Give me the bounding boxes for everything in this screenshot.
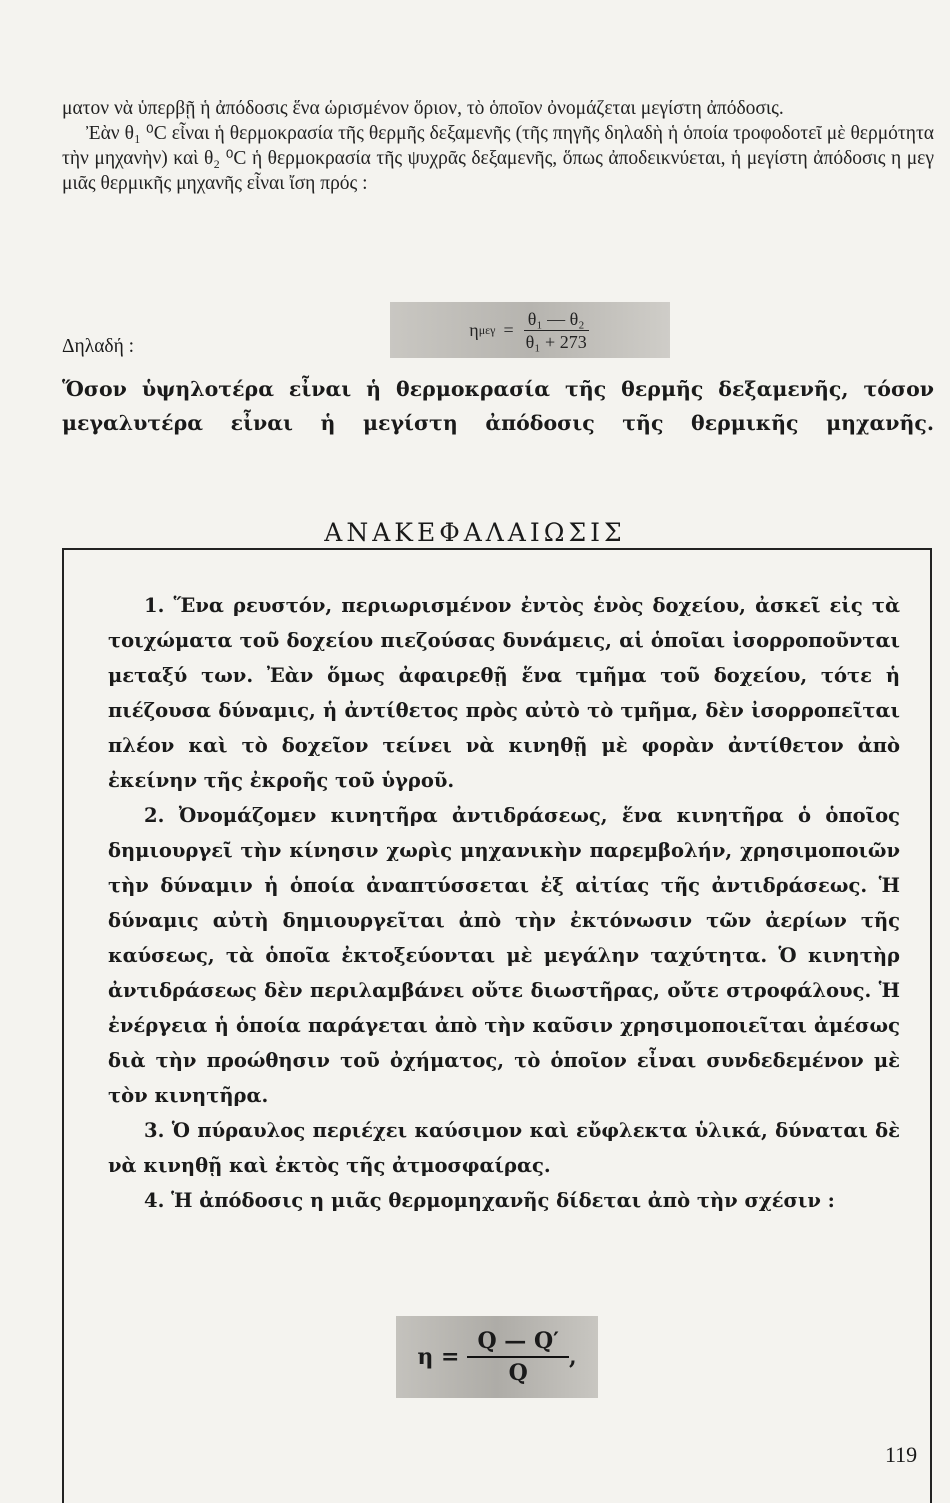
formula2-fraction: [467, 1326, 568, 1388]
temperature-paragraph: Ἐὰν θ₁ ⁰C εἶναι ἡ θερμοκρασία τῆς θερμῆς δεξαμενῆς (τῆς πηγῆς δηλαδὴ ἡ ὁποία τροφοδοτεῖ μὲ θερμότητα τὴν μηχανὴν) καὶ θ₂ ⁰C ἡ θερμοκρασία τῆς ψυχρᾶς δεξαμενῆς, ὅπως ἀποδεικνύεται, ἡ μεγίστη ἀπόδοσις η μεγ μιᾶς θερμικῆς μηχανῆς εἶναι ἴση πρός :: [62, 123, 934, 194]
formula2-numerator: Q — Q′: [467, 1326, 568, 1358]
summary-heading: [0, 518, 950, 547]
key-statement: Ὅσον ὑψηλοτέρα εἶναι ἡ θερμοκρασία τῆς θερμῆς δεξαμενῆς, τόσον μεγαλυτέρα εἶναι ἡ μεγίστη ἀπόδοσις τῆς θερμικῆς μηχανῆς.: [62, 377, 934, 435]
summary-list: [108, 588, 900, 1218]
formula2-lhs: η =: [417, 1344, 460, 1370]
formula-lhs: η: [469, 319, 479, 340]
summary-item-4: 4. Ἡ ἀπόδοσις η μιᾶς θερμομηχανῆς δίδεται ἀπὸ τὴν σχέσιν :: [144, 1189, 835, 1212]
formula-lhs-sub: μεγ: [478, 322, 496, 337]
formula-denominator: θ₁ + 273: [525, 331, 587, 352]
formula-fraction: [522, 308, 591, 353]
formula-numerator: θ₁ — θ₂: [524, 308, 589, 331]
formula2-denominator: Q: [508, 1360, 528, 1386]
summary-heading-text: ΑΝΑΚΕΦΑΛΑΙΩΣΙΣ: [314, 518, 635, 547]
formula-lead-text: Δηλαδή :: [62, 336, 135, 357]
max-efficiency-formula: [390, 302, 670, 358]
summary-item-3: 3. Ὁ πύραυλος περιέχει καύσιμον καὶ εὔφλεκτα ὑλικά, δύναται δὲ νὰ κινηθῇ καὶ ἐκτὸς τῆς ἀτμοσφαίρας.: [108, 1119, 900, 1177]
intro-text: [62, 96, 934, 196]
max-efficiency-formula-row: [62, 302, 934, 358]
formula-eq: =: [503, 319, 514, 340]
summary-item-1: 1. Ἕνα ρευστόν, περιωρισμένον ἐντὸς ἑνὸς δοχείου, ἀσκεῖ εἰς τὰ τοιχώματα τοῦ δοχείου πιεζούσας δυνάμεις, αἱ ὁποῖαι ἰσορροποῦνται μεταξύ των. Ἐὰν ὅμως ἀφαιρεθῇ ἕνα τμῆμα τοῦ δοχείου, τότε ἡ πιέζουσα δύναμις, ἡ ἀντίθετος πρὸς αὐτὸ τὸ τμῆμα, δὲν ἰσορροπεῖται πλέον καὶ τὸ δοχεῖον τείνει νὰ κινηθῇ μὲ φορὰν ἀντίθετον ἀπὸ ἐκείνην τῆς ἐκροῆς τοῦ ὑγροῦ.: [108, 594, 900, 792]
summary-item-2: 2. Ὀνομάζομεν κινητῆρα ἀντιδράσεως, ἕνα κινητῆρα ὁ ὁποῖος δημιουργεῖ τὴν κίνησιν χωρὶς μηχανικὴν παρεμβολήν, χρησιμοποιῶν τὴν δύναμιν ἡ ὁποία ἀναπτύσσεται ἐξ αἰτίας τῆς ἀντιδράσεως. Ἡ δύναμις αὐτὴ δημιουργεῖται ἀπὸ τὴν ἐκτόνωσιν τῶν ἀερίων τῆς καύσεως, τὰ ὁποῖα ἐκτοξεύονται μὲ μεγάλην ταχύτητα. Ὁ κινητὴρ ἀντιδράσεως δὲν περιλαμβάνει οὔτε διωστῆρας, οὔτε στροφάλους. Ἡ ἐνέργεια ἡ ὁποία παράγεται ἀπὸ τὴν καῦσιν χρησιμοποιεῖται ἀμέσως διὰ τὴν προώθησιν τοῦ ὀχήματος, τὸ ὁποῖον εἶναι συνδεδεμένον μὲ τὸν κινητῆρα.: [108, 804, 900, 1107]
intro-line: ματον νὰ ὑπερβῇ ἡ ἀπόδοσις ἕνα ὡρισμένον ὅριον, τὸ ὁποῖον ὀνομάζεται μεγίστη ἀπόδοσις.: [62, 98, 784, 119]
formula2-trail: ,: [568, 1344, 577, 1370]
page-number: 119: [885, 1442, 918, 1467]
efficiency-formula: [396, 1316, 598, 1398]
